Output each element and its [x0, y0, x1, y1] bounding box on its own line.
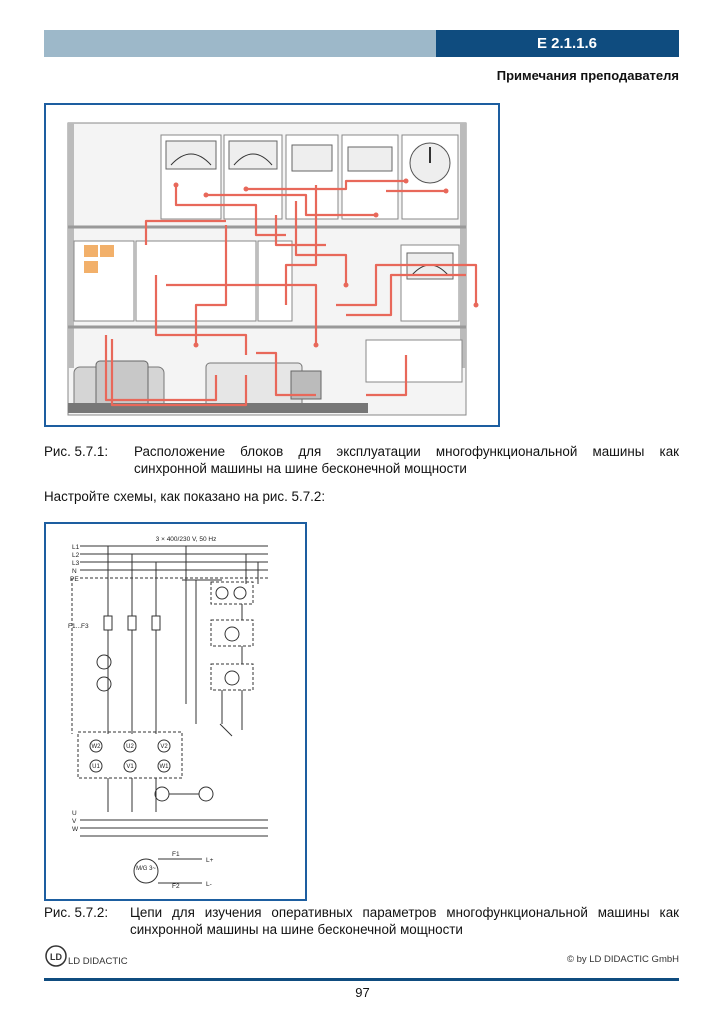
- bus-label-l1: L1: [72, 544, 80, 551]
- page-number: 97: [355, 985, 370, 1000]
- section-code: E 2.1.1.6: [436, 30, 679, 57]
- figure-2-caption: [44, 904, 679, 940]
- figure-1-caption: [44, 443, 679, 479]
- motor-bus-w: W: [72, 826, 79, 833]
- terminal-v1: V1: [126, 764, 134, 770]
- svg-text:LD: LD: [50, 952, 62, 962]
- motor-bus-v: V: [72, 818, 77, 825]
- fuse-label: F1...F3: [68, 623, 89, 630]
- bus-label-pe: PE: [70, 576, 79, 583]
- equipment-layout-drawing: [46, 105, 498, 425]
- bus-label-n: N: [72, 568, 77, 575]
- figure-2-number: Рис. 5.7.2:: [44, 905, 109, 920]
- figure-2-circuit-diagram: [44, 522, 307, 901]
- figure-1-number: Рис. 5.7.1:: [44, 444, 109, 459]
- excitation-l-plus: L+: [206, 857, 214, 864]
- figure-2-caption-text: Цепи для изучения оперативных параметров многофункциональной машины как синхронной машины на шине бесконечной мощности: [130, 905, 679, 937]
- machine-label: M/G 3~: [136, 866, 156, 872]
- figure-1-caption-text: Расположение блоков для эксплуатации многофункциональной машины как синхронной машины на шине бесконечной мощности: [134, 444, 679, 476]
- terminal-u2: U2: [126, 744, 134, 750]
- terminal-u1: U1: [92, 764, 100, 770]
- terminal-w2: W2: [91, 744, 101, 750]
- motor-bus-u: U: [72, 810, 77, 817]
- terminal-w1: W1: [159, 764, 169, 770]
- figure-1-equipment-layout: [44, 103, 500, 427]
- bus-label-l2: L2: [72, 552, 80, 559]
- circuit-diagram: [46, 524, 305, 899]
- excitation-f2: F2: [172, 883, 180, 890]
- bus-label-l3: L3: [72, 560, 80, 567]
- supply-label: 3 × 400/230 V, 50 Hz: [155, 536, 217, 543]
- instruction-text: Настройте схемы, как показано на рис. 5.7.2:: [44, 489, 326, 504]
- copyright: © by LD DIDACTIC GmbH: [566, 954, 679, 965]
- terminal-v2: V2: [160, 744, 168, 750]
- excitation-f1: F1: [172, 851, 180, 858]
- footer-divider: [44, 978, 679, 981]
- page-subtitle: Примечания преподавателя: [496, 68, 679, 83]
- logo-text: LD DIDACTIC: [68, 956, 128, 967]
- excitation-l-minus: L-: [206, 881, 212, 888]
- header-bar-light: [44, 30, 436, 57]
